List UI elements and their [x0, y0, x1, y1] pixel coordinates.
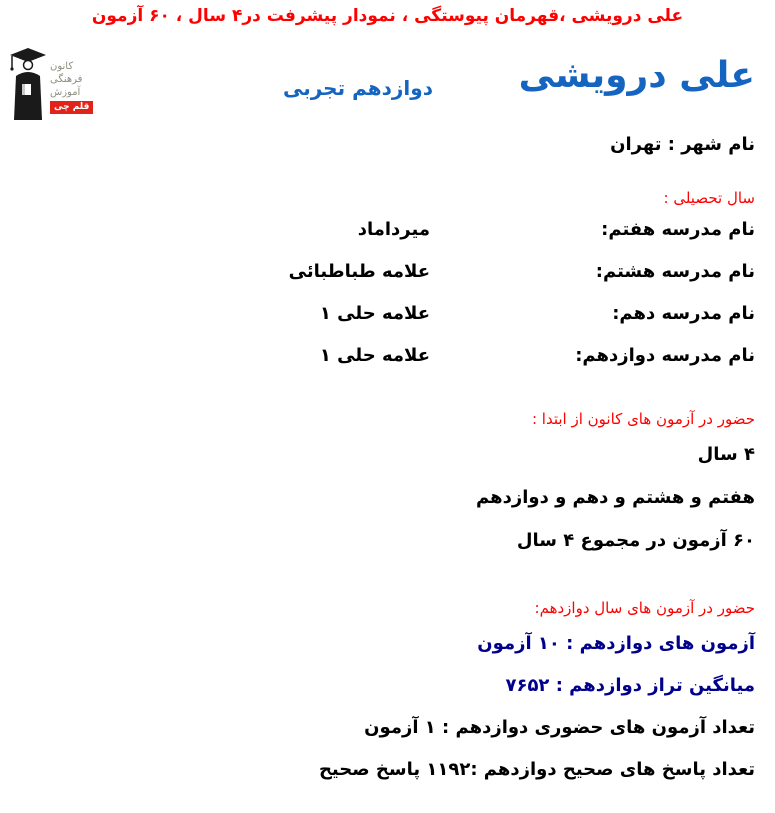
- logo-org-line: کانون: [50, 61, 74, 72]
- attendance-total-line: ۶۰ آزمون در مجموع ۴ سال: [516, 530, 755, 551]
- school-label: نام مدرسه هشتم:: [595, 261, 755, 282]
- school-value: علامه طباطبائی: [288, 261, 430, 282]
- school-value: میرداماد: [357, 219, 430, 240]
- school-label: نام مدرسه دهم:: [612, 303, 755, 324]
- city-line: نام شهر : تهران: [610, 134, 755, 155]
- school-label: نام مدرسه دوازدهم:: [575, 345, 755, 366]
- kanoon-ghalamchi-logo: [8, 46, 108, 126]
- school-row-8: [0, 260, 775, 284]
- school-row-12: [0, 344, 775, 368]
- school-year-heading: سال تحصیلی :: [663, 189, 755, 207]
- school-value: علامه حلی ۱: [319, 345, 430, 366]
- logo-org-line: فرهنگی: [50, 74, 83, 85]
- logo-text-block: [50, 46, 93, 114]
- grade-major-subtitle: دوازدهم تجربی: [283, 76, 433, 100]
- grade12-heading: حضور در آزمون های سال دوازدهم:: [534, 599, 755, 617]
- school-row-7: [0, 218, 775, 242]
- grade12-correct-answers-line: تعداد پاسخ های صحیح دوازدهم :۱۱۹۲ پاسخ صحیح: [318, 759, 755, 780]
- attendance-heading: حضور در آزمون های کانون از ابتدا :: [531, 410, 755, 428]
- attendance-grades-line: هفتم و هشتم و دهم و دوازدهم: [476, 487, 755, 508]
- logo-org-line: آموزش: [50, 87, 81, 98]
- school-value: علامه حلی ۱: [319, 303, 430, 324]
- grade12-exams-line: آزمون های دوازدهم : ۱۰ آزمون: [477, 633, 755, 654]
- grade12-average-line: میانگین تراز دوازدهم : ۷۶۵۲: [505, 675, 755, 696]
- school-row-10: [0, 302, 775, 326]
- student-name-title: علی درویشی: [518, 55, 755, 96]
- logo-badge-ghalamchi: قلم چی: [50, 101, 93, 114]
- school-label: نام مدرسه هفتم:: [601, 219, 755, 240]
- attendance-years-line: ۴ سال: [697, 444, 755, 465]
- page-header-title: علی درویشی ،قهرمان پیوستگی ، نمودار پیشرفت در۴ سال ، ۶۰ آزمون: [91, 6, 684, 26]
- graduate-figure-icon: [8, 46, 48, 124]
- grade12-inperson-line: تعداد آزمون های حضوری دوازدهم : ۱ آزمون: [364, 717, 755, 738]
